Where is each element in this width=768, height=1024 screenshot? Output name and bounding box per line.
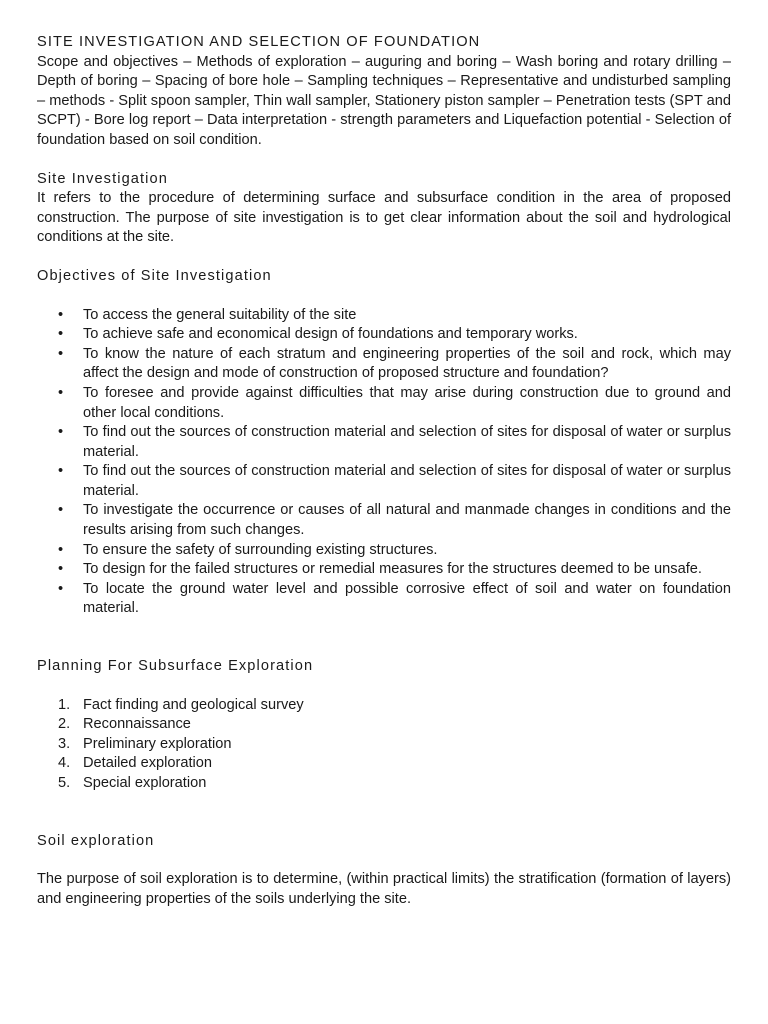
soil-exploration-heading: Soil exploration [37,832,155,849]
bullet-icon: • [58,424,64,441]
objectives-list [37,306,731,620]
bullet-icon: • [58,326,64,343]
list-item-number: 5. [58,775,71,791]
list-item-text: To find out the sources of construction material and selection of sites for disposal of water or surplus material. [83,463,731,499]
list-item-text: To achieve safe and economical design of foundations and temporary works. [83,326,578,343]
list-item [37,774,731,794]
list-item-text: To know the nature of each stratum and engineering properties of the soil and rock, which may affect the design and mode of construction of proposed structure and foundation? [83,345,731,382]
bullet-icon: • [58,463,64,480]
list-item-number: 2. [58,716,71,733]
document-title: SITE INVESTIGATION AND SELECTION OF FOUNDATION [37,34,481,50]
list-item-text: Reconnaissance [83,716,191,733]
list-item [37,462,731,501]
list-item-text: To investigate the occurrence or causes of all natural and manmade changes in conditions and the results arising from such changes. [83,502,731,539]
list-item [37,501,731,540]
list-item-text: Detailed exploration [83,755,212,772]
list-item [37,325,731,345]
document-page [37,33,731,909]
bullet-icon: • [58,306,64,323]
list-item-text: Preliminary exploration [83,735,232,752]
list-item-text: To foresee and provide against difficulties that may arise during construction due to ground and other local conditions. [83,384,731,421]
objectives-heading: Objectives of Site Investigation [37,267,272,284]
bullet-icon: • [58,345,64,362]
list-item-text: Special exploration [83,775,207,791]
list-item [37,306,731,326]
soil-exploration-paragraph: The purpose of soil exploration is to determine, (within practical limits) the stratification (formation of layers) and engineering properties of the soils underlying the site. [37,871,731,907]
list-item [37,345,731,384]
list-item-text: Fact finding and geological survey [83,696,304,713]
list-item-text: To ensure the safety of surrounding existing structures. [83,541,438,558]
list-item [37,754,731,774]
list-item [37,384,731,423]
site-investigation-paragraph: It refers to the procedure of determining surface and subsurface condition in the area of proposed construction. The purpose of site investigation is to get clear information about the soil and hydrological conditions at the site. [37,190,731,246]
list-item [37,715,731,735]
list-item-number: 3. [58,735,71,752]
list-item-number: 4. [58,755,71,772]
bullet-icon: • [58,541,64,558]
list-item-text: To access the general suitability of the site [83,306,357,323]
list-item [37,735,731,755]
planning-heading: Planning For Subsurface Exploration [37,658,314,675]
bullet-icon: • [58,580,64,597]
list-item [37,541,731,561]
syllabus-paragraph: Scope and objectives – Methods of exploration – auguring and boring – Wash boring and rotary drilling – Depth of boring – Spacing of bore hole – Sampling techniques – Representative and undisturbed sampling – methods - Split spoon sampler, Thin wall sampler, Stationery piston sampler – Penetration tests (SPT and SCPT) - Bore log report – Data interpretation - strength parameters and Liquefaction potential - Selection of foundation based on soil condition. [37,53,731,148]
list-item-text: To design for the failed structures or remedial measures for the structures deemed to be unsafe. [83,561,702,578]
list-item [37,560,731,580]
list-item [37,423,731,462]
list-item-number: 1. [58,696,71,713]
bullet-icon: • [58,561,64,578]
bullet-icon: • [58,384,64,401]
list-item-text: To find out the sources of construction material and selection of sites for disposal of water or surplus material. [83,424,731,460]
list-item-text: To locate the ground water level and possible corrosive effect of soil and water on foundation material. [83,580,731,617]
bullet-icon: • [58,502,64,519]
list-item [37,696,731,716]
site-investigation-heading: Site Investigation [37,170,168,187]
planning-list [37,696,731,794]
list-item [37,580,731,619]
